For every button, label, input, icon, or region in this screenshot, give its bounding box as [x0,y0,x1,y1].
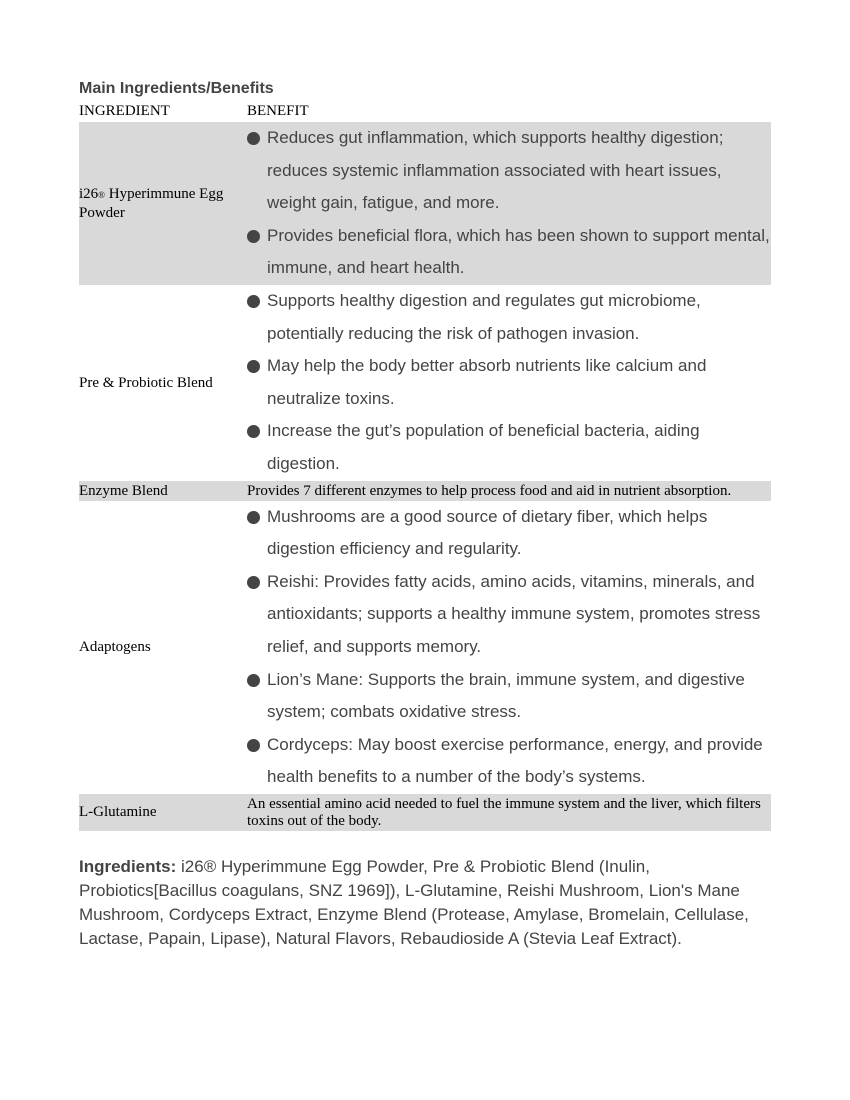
ingredient-name-part: Hyperimmune Egg Powder [79,185,224,221]
bullet-icon [247,576,260,589]
benefit-text: Reduces gut inflammation, which supports healthy digestion; reduces systemic inflammation associated with heart issues, weight gain, fatigue, and more. [267,128,724,213]
ingredient-cell [79,122,247,285]
benefit-list [247,285,771,481]
bullet-icon [247,295,260,308]
header-benefit: BENEFIT [247,103,309,119]
benefit-text: Increase the gut’s population of beneficial bacteria, aiding digestion. [267,421,700,473]
list-item [247,220,771,285]
ingredient-name: Adaptogens [79,639,151,656]
bullet-icon [247,230,260,243]
header-ingredient: INGREDIENT [79,103,170,119]
document-page [79,78,771,969]
ingredients-list-text: i26® Hyperimmune Egg Powder, Pre & Probiotic Blend (Inulin, Probiotics[Bacillus coagulans, SNZ 1969]), L-Glutamine, Reishi Mushroom, Lion's Mane Mushroom, Cordyceps Extract, Enzyme Blend (Protease, Amylase, Bromelain, Cellulase, Lactase, Papain, Lipase), Natural Flavors, Rebaudioside A (Stevia Leaf Extract). [79,856,749,949]
bullet-icon [247,132,260,145]
bullet-icon [247,511,260,524]
benefit-cell [247,794,771,831]
table-row [79,122,771,285]
benefit-list [247,122,771,285]
benefit-text: Cordyceps: May boost exercise performance, energy, and provide health benefits to a number of the body’s systems. [267,734,763,787]
list-item [247,122,771,220]
benefit-text: Mushrooms are a good source of dietary fiber, which helps digestion efficiency and regularity. [267,506,708,559]
bullet-icon [247,674,260,687]
list-item [247,501,771,566]
ingredient-cell [79,285,247,481]
bullet-icon [247,360,260,373]
bullet-icon [247,739,260,752]
benefit-text: Provides beneficial flora, which has been shown to support mental, immune, and heart health. [267,225,770,278]
ingredient-cell [79,794,247,831]
ingredient-name: L-Glutamine [79,804,157,821]
table-row [79,501,771,794]
section-heading: Main Ingredients/Benefits [79,80,274,97]
list-item [247,415,771,480]
list-item [247,729,771,794]
ingredient-name: Enzyme Blend [79,482,168,499]
ingredient-cell [79,481,247,501]
benefit-cell [247,285,771,481]
list-item [247,285,771,350]
table-row [79,285,771,481]
benefit-text: Provides 7 different enzymes to help process food and aid in nutrient absorption. [247,482,732,499]
bullet-icon [247,425,260,438]
ingredient-name [79,185,247,222]
registered-mark: ® [98,189,106,200]
ingredients-paragraph [79,855,771,952]
table-row [79,481,771,501]
benefit-text: Lion’s Mane: Supports the brain, immune system, and digestive system; combats oxidative stress. [267,669,745,722]
benefit-text: Supports healthy digestion and regulates gut microbiome, potentially reducing the risk of pathogen invasion. [267,290,701,343]
list-item [247,566,771,664]
benefit-list [247,501,771,794]
ingredient-cell [79,501,247,794]
ingredient-name: Pre & Probiotic Blend [79,374,213,391]
ingredients-table [79,100,771,831]
ingredient-name-part: i26 [79,185,99,202]
list-item [247,664,771,729]
benefit-text: An essential amino acid needed to fuel the immune system and the liver, which filters toxins out of the body. [247,795,761,829]
benefit-cell [247,122,771,285]
table-header-row [79,100,771,122]
benefit-text: Reishi: Provides fatty acids, amino acids, vitamins, minerals, and antioxidants; supports a healthy immune system, promotes stress relief, and supports memory. [267,571,761,656]
list-item [247,350,771,415]
ingredients-label: Ingredients: [79,856,177,876]
benefit-text: May help the body better absorb nutrients like calcium and neutralize toxins. [267,356,707,408]
benefit-cell [247,501,771,794]
table-row [79,794,771,831]
benefit-cell [247,481,771,501]
